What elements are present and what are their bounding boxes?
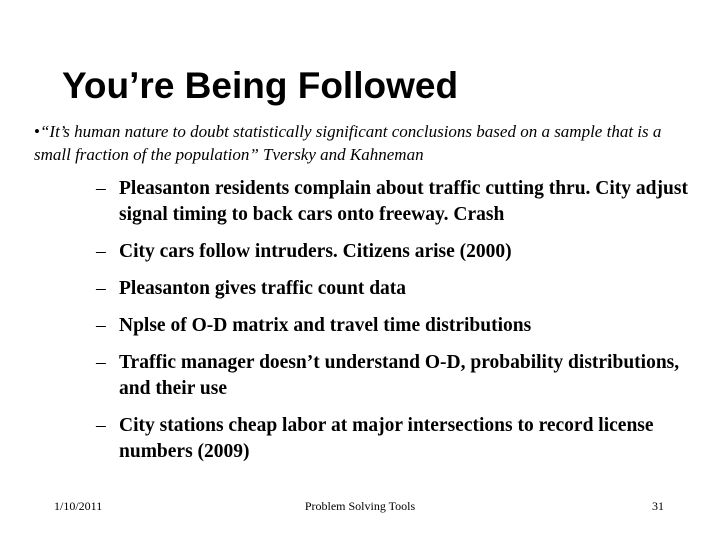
list-item <box>92 276 692 302</box>
list-item <box>92 413 692 465</box>
dash-marker: – <box>96 415 106 436</box>
dash-marker: – <box>96 178 106 199</box>
list-item <box>92 313 692 339</box>
dash-marker: – <box>96 278 106 299</box>
slide-title: You’re Being Followed <box>62 65 459 106</box>
list-item-text: Nplse of O-D matrix and travel time distributions <box>119 315 532 336</box>
list-item-text: City stations cheap labor at major intersections to record license numbers (2009) <box>119 415 654 462</box>
list-item <box>92 176 692 228</box>
list-item <box>92 239 692 265</box>
dash-marker: – <box>96 352 106 373</box>
list-item-text: City cars follow intruders. Citizens arise (2000) <box>119 241 512 262</box>
footer-date: 1/10/2011 <box>54 499 103 513</box>
quote-bullet: • <box>34 122 40 141</box>
list-item-text: Pleasanton gives traffic count data <box>119 278 407 299</box>
quote-paragraph <box>34 120 674 166</box>
footer-title: Problem Solving Tools <box>304 499 416 513</box>
dash-marker: – <box>96 315 106 336</box>
dash-marker: – <box>96 241 106 262</box>
list-item-text: Traffic manager doesn’t understand O-D, probability distributions, and their use <box>119 352 680 399</box>
list-item <box>92 350 692 402</box>
quote-text: “It’s human nature to doubt statistically significant conclusions based on a sample that is a small fraction of the population” Tversky and Kahneman <box>34 122 662 164</box>
list-item-text: Pleasanton residents complain about traffic cutting thru. City adjust signal timing to back cars onto freeway. Crash <box>119 178 688 225</box>
bullet-list <box>92 176 692 476</box>
page-number: 31 <box>652 499 664 513</box>
